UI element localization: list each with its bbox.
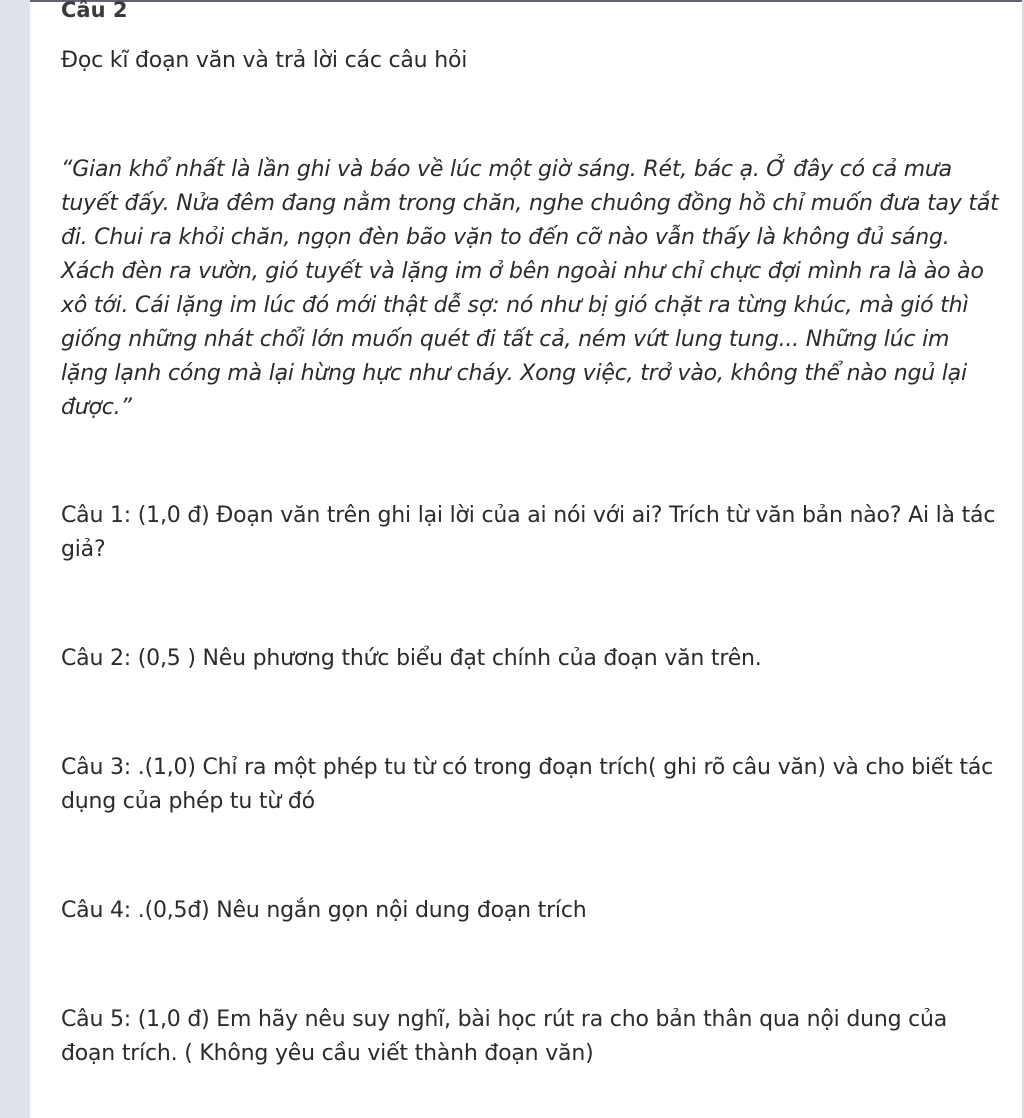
question-4: Câu 4: .(0,5đ) Nêu ngắn gọn nội dung đoạn trích: [61, 898, 587, 923]
top-border: [30, 0, 1024, 2]
question-title: Câu 2: [61, 0, 128, 22]
question-5: Câu 5: (1,0 đ) Em hãy nêu suy nghĩ, bài học rút ra cho bản thân qua nội dung của đoạn trích. ( Không yêu cầu viết thành đoạn văn): [61, 1007, 948, 1066]
instruction-text: Đọc kĩ đoạn văn và trả lời các câu hỏi: [61, 48, 468, 73]
question-3: Câu 3: .(1,0) Chỉ ra một phép tu từ có trong đoạn trích( ghi rõ câu văn) và cho biết tác dụng của phép tu từ đó: [61, 755, 994, 814]
quoted-passage: “Gian khổ nhất là lần ghi và báo về lúc một giờ sáng. Rét, bác ạ. Ở đây có cả mưa tuyết đấy. Nửa đêm đang nằm trong chăn, nghe chuông đồng hồ chỉ muốn đưa tay tắt đi. Chui ra khỏi chăn, ngọn đèn bão vặn to đến cỡ nào vẫn thấy là không đủ sáng. Xách đèn ra vườn, gió tuyết và lặng im ở bên ngoài như chỉ chực đợi mình ra là ào ào xô tới. Cái lặng im lúc đó mới thật dễ sợ: nó như bị gió chặt ra từng khúc, mà gió thì giống những nhát chổi lớn muốn quét đi tất cả, ném vứt lung tung... Những lúc im lặng lạnh cóng mà lại hừng hực như cháy. Xong việc, trở vào, không thể nào ngủ lại được.”: [61, 157, 999, 420]
question-2: Câu 2: (0,5 ) Nêu phương thức biểu đạt chính của đoạn văn trên.: [61, 646, 762, 671]
question-1: Câu 1: (1,0 đ) Đoạn văn trên ghi lại lời của ai nói với ai? Trích từ văn bản nào? Ai là tác giả?: [61, 503, 996, 562]
left-margin-rail: [0, 0, 30, 1118]
